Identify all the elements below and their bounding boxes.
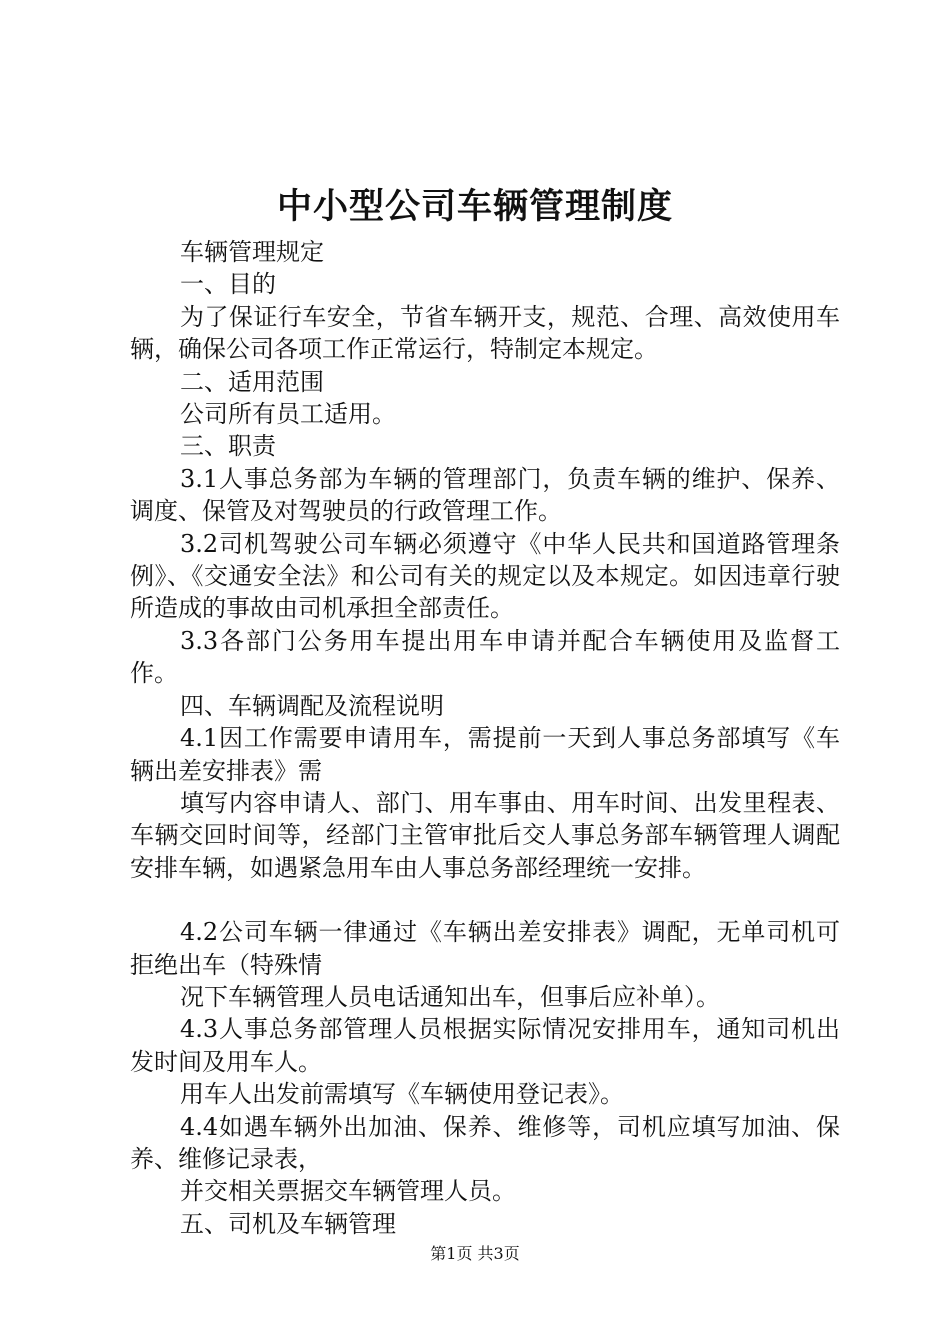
- paragraph-3-3: 3.3各部门公务用车提出用车申请并配合车辆使用及监督工作。: [130, 626, 840, 688]
- document-body: [130, 236, 840, 1240]
- paragraph-4-1: 4.1因工作需要申请用车，需提前一天到人事总务部填写《车辆出差安排表》需: [130, 724, 840, 785]
- page-footer: 第1页 共3页: [430, 1244, 520, 1263]
- paragraph-4-3: 4.3人事总务部管理人员根据实际情况安排用车，通知司机出发时间及用车人。: [130, 1015, 840, 1076]
- heading-dispatch-process: 四、车辆调配及流程说明: [180, 691, 444, 720]
- paragraph-spacer: [130, 884, 840, 916]
- heading-driver-vehicle-management: 五、司机及车辆管理: [180, 1209, 396, 1238]
- paragraph-3-1: 3.1人事总务部为车辆的管理部门，负责车辆的维护、保养、调度、保管及对驾驶员的行政管理工作。: [130, 464, 840, 526]
- heading-scope: 二、适用范围: [180, 367, 324, 396]
- paragraph-4-2-continued: 况下车辆管理人员电话通知出车，但事后应补单）。: [180, 982, 720, 1011]
- document-title: 中小型公司车辆管理制度: [276, 186, 673, 227]
- paragraph-3-2: 3.2司机驾驶公司车辆必须遵守《中华人民共和国道路管理条例》、《交通安全法》和公司有关的规定以及本规定。如因违章行驶所造成的事故由司机承担全部责任。: [130, 529, 840, 623]
- paragraph-scope: 公司所有员工适用。: [180, 400, 396, 429]
- paragraph-vehicle-rules: 车辆管理规定: [180, 238, 324, 266]
- paragraph-4-4-continued: 并交相关票据交车辆管理人员。: [180, 1177, 516, 1206]
- paragraph-4-2: 4.2公司车辆一律通过《车辆出差安排表》调配，无单司机可拒绝出车（特殊情: [130, 918, 840, 979]
- paragraph-4-3-form: 用车人出发前需填写《车辆使用登记表》。: [180, 1080, 624, 1109]
- paragraph-4-1-details: 填写内容申请人、部门、用车事由、用车时间、出发里程表、车辆交回时间等，经部门主管审批后交人事总务部车辆管理人调配安排车辆，如遇紧急用车由人事总务部经理统一安排。: [130, 788, 840, 882]
- paragraph-purpose: 为了保证行车安全，节省车辆开支，规范、合理、高效使用车辆，确保公司各项工作正常运行，特制定本规定。: [130, 302, 840, 364]
- paragraph-4-4: 4.4如遇车辆外出加油、保养、维修等，司机应填写加油、保养、维修记录表，: [130, 1112, 840, 1173]
- heading-purpose: 一、目的: [180, 270, 276, 299]
- heading-responsibilities: 三、职责: [180, 432, 276, 461]
